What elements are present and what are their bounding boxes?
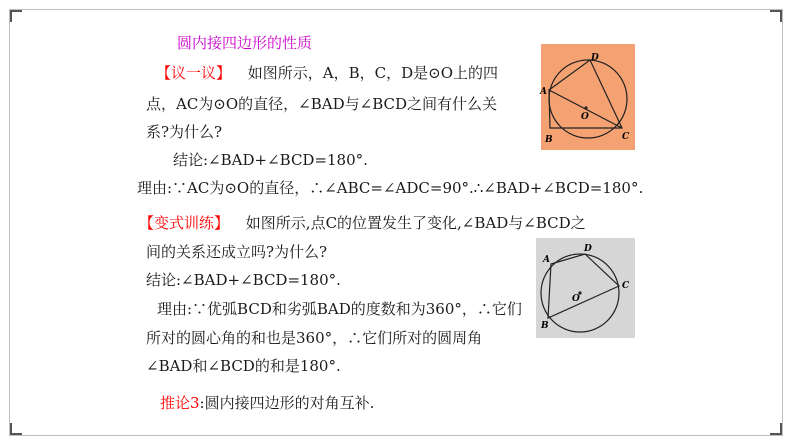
corner-mark (10, 10, 22, 22)
figure-inscribed-general (536, 238, 635, 338)
discuss-reason: 理由:∵AC为⊙O的直径，∴∠ABC=∠ADC=90°.∴∠BAD+∠BCD=180°. (137, 179, 644, 197)
figure2-label-c: C (622, 281, 630, 291)
variant-line-1 (139, 213, 586, 233)
figure1-label-c: C (622, 132, 630, 142)
corner-mark (770, 423, 782, 435)
variant-reason-2: 所对的圆心角的和也是360°，∴它们所对的圆周角 (146, 329, 483, 347)
figure2-label-a: A (543, 255, 550, 265)
variant-reason-3: ∠BAD和∠BCD的和是180°. (146, 357, 341, 375)
discuss-text-1: 如图所示，A，B，C，D是⊙O上的四 (247, 64, 499, 82)
discuss-line-2: 点，AC为⊙O的直径，∠BAD与∠BCD之间有什么关 (146, 95, 498, 113)
figure1-label-a: A (540, 87, 547, 97)
variant-text-1: 如图所示,点C的位置发生了变化,∠BAD与∠BCD之 (245, 214, 586, 232)
figure1-label-o: O (581, 112, 589, 122)
figure1-label-d: D (591, 53, 599, 63)
figure-inscribed-right (541, 44, 635, 150)
figure2-label-b: B (541, 321, 549, 331)
variant-line-2: 间的关系还成立吗?为什么? (146, 243, 328, 261)
variant-reason-1: 理由:∵优弧BCD和劣弧BAD的度数和为360°，∴它们 (157, 300, 522, 318)
figure1-label-b: B (545, 135, 553, 145)
discuss-conclusion: 结论:∠BAD+∠BCD=180°. (173, 151, 368, 169)
section-title: 圆内接四边形的性质 (177, 34, 313, 52)
corollary-tag: 推论3 (160, 394, 200, 412)
figure2-label-o: O (572, 294, 580, 304)
variant-conclusion: 结论:∠BAD+∠BCD=180°. (146, 271, 341, 289)
figure1-center-dot (584, 106, 587, 109)
corollary-text: :圆内接四边形的对角互补. (199, 394, 375, 412)
discuss-line-1 (156, 63, 498, 83)
corner-mark (770, 10, 782, 22)
corollary-line (160, 393, 374, 413)
figure2-label-d: D (584, 244, 592, 254)
discuss-tag: 【议一议】 (156, 64, 232, 82)
discuss-line-3: 系?为什么? (146, 123, 223, 141)
variant-tag: 【变式训练】 (139, 214, 230, 232)
corner-mark (10, 423, 22, 435)
